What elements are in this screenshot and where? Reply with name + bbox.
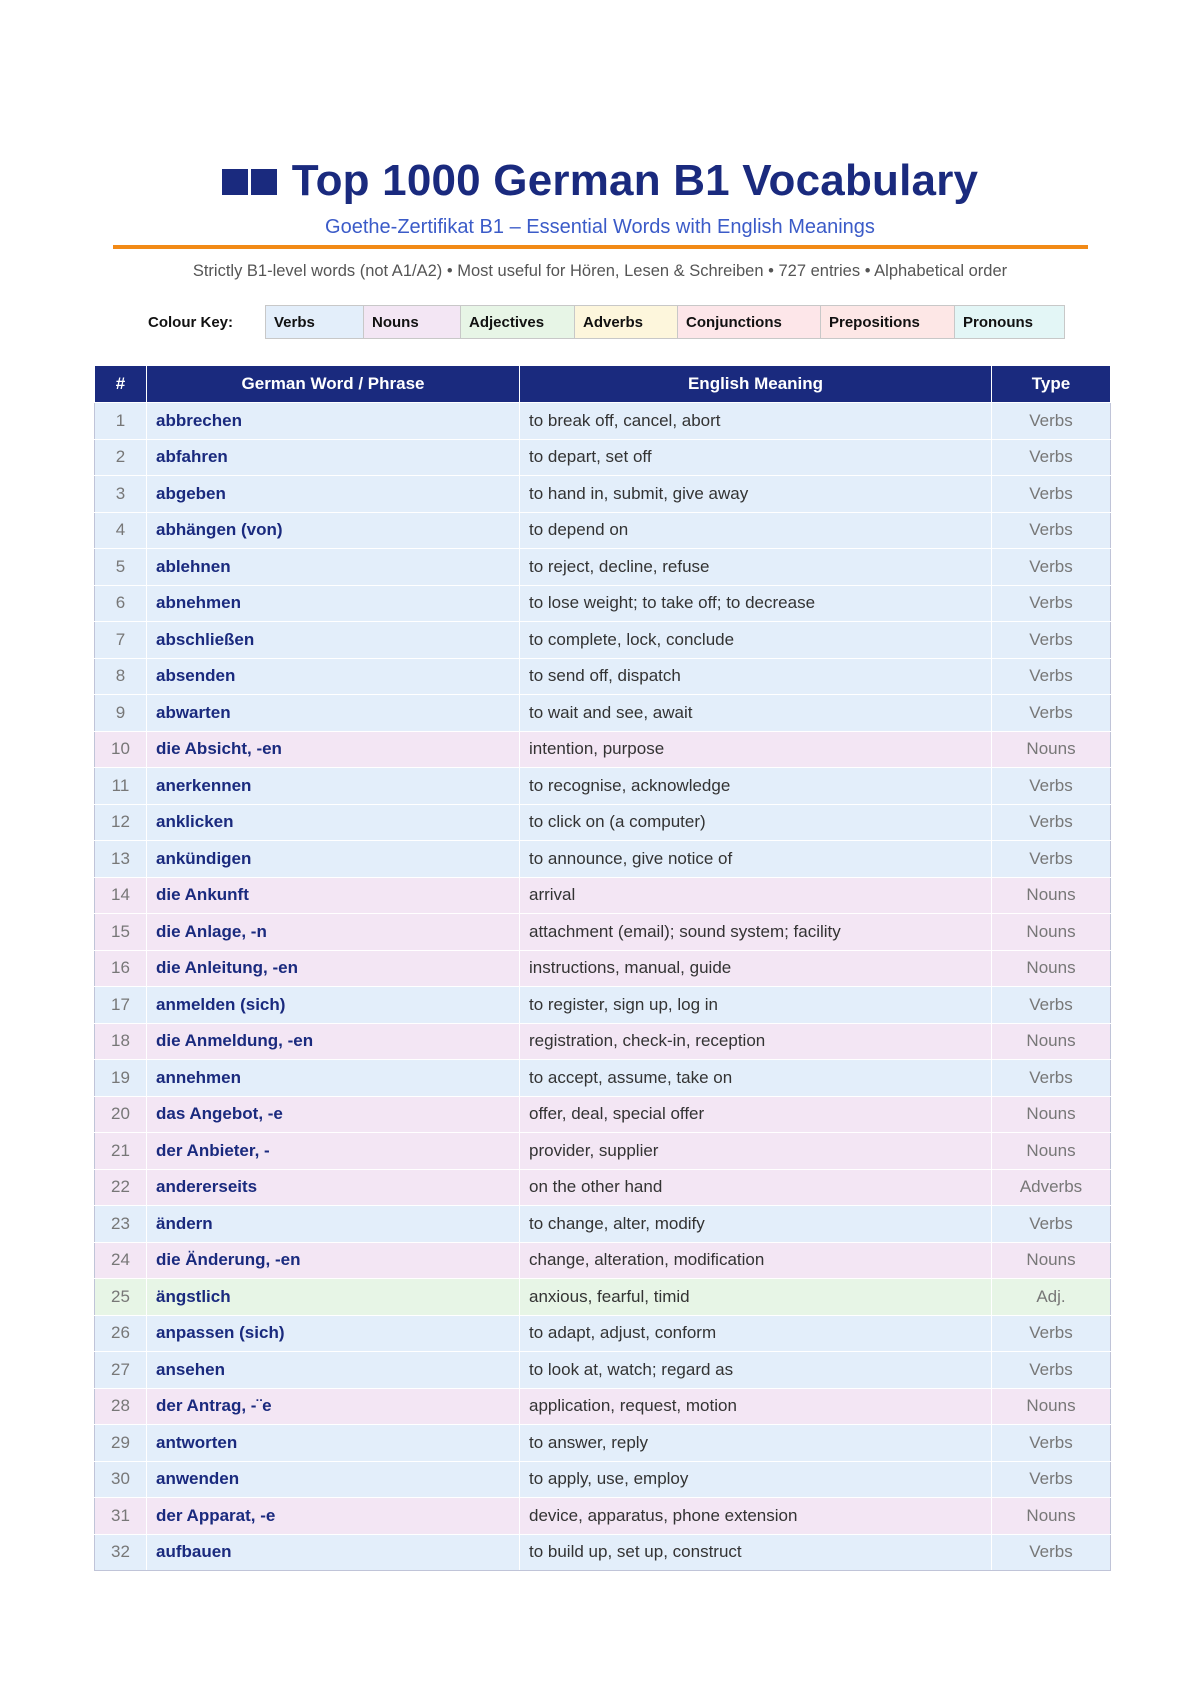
key-prepositions: Prepositions [820, 305, 955, 339]
english-meaning: to complete, lock, conclude [520, 622, 992, 659]
german-word: anerkennen [147, 768, 520, 805]
row-number: 26 [95, 1315, 147, 1352]
row-number: 10 [95, 731, 147, 768]
table-header-row [95, 366, 1111, 403]
table-row [95, 768, 1111, 805]
row-number: 4 [95, 512, 147, 549]
row-number: 32 [95, 1534, 147, 1571]
german-word: annehmen [147, 1060, 520, 1097]
table-row [95, 877, 1111, 914]
table-row [95, 512, 1111, 549]
row-number: 13 [95, 841, 147, 878]
header-german-word: German Word / Phrase [147, 366, 520, 403]
german-word: der Antrag, -¨e [147, 1388, 520, 1425]
table-row [95, 1388, 1111, 1425]
word-type: Nouns [992, 914, 1111, 951]
german-word: abbrechen [147, 403, 520, 440]
word-type: Nouns [992, 1498, 1111, 1535]
english-meaning: on the other hand [520, 1169, 992, 1206]
row-number: 17 [95, 987, 147, 1024]
word-type: Verbs [992, 804, 1111, 841]
english-meaning: attachment (email); sound system; facility [520, 914, 992, 951]
row-number: 23 [95, 1206, 147, 1243]
word-type: Verbs [992, 403, 1111, 440]
table-row [95, 1242, 1111, 1279]
word-type: Nouns [992, 1023, 1111, 1060]
english-meaning: application, request, motion [520, 1388, 992, 1425]
word-type: Nouns [992, 950, 1111, 987]
word-type: Nouns [992, 1388, 1111, 1425]
row-number: 7 [95, 622, 147, 659]
word-type: Verbs [992, 512, 1111, 549]
row-number: 19 [95, 1060, 147, 1097]
row-number: 31 [95, 1498, 147, 1535]
english-meaning: to depend on [520, 512, 992, 549]
word-type: Verbs [992, 1060, 1111, 1097]
english-meaning: device, apparatus, phone extension [520, 1498, 992, 1535]
word-type: Verbs [992, 622, 1111, 659]
english-meaning: to send off, dispatch [520, 658, 992, 695]
english-meaning: to apply, use, employ [520, 1461, 992, 1498]
row-number: 24 [95, 1242, 147, 1279]
table-row [95, 549, 1111, 586]
table-row [95, 439, 1111, 476]
word-type: Verbs [992, 1534, 1111, 1571]
english-meaning: to break off, cancel, abort [520, 403, 992, 440]
table-row [95, 914, 1111, 951]
row-number: 8 [95, 658, 147, 695]
german-word: abgeben [147, 476, 520, 513]
german-word: die Anleitung, -en [147, 950, 520, 987]
table-row [95, 841, 1111, 878]
german-word: der Apparat, -e [147, 1498, 520, 1535]
word-type: Verbs [992, 1352, 1111, 1389]
word-type: Nouns [992, 1133, 1111, 1170]
row-number: 2 [95, 439, 147, 476]
page-title [0, 156, 1200, 206]
table-row [95, 1534, 1111, 1571]
row-number: 27 [95, 1352, 147, 1389]
word-type: Nouns [992, 877, 1111, 914]
table-row [95, 804, 1111, 841]
flag-icon [222, 156, 280, 206]
german-word: die Anmeldung, -en [147, 1023, 520, 1060]
word-type: Verbs [992, 585, 1111, 622]
german-word: ankündigen [147, 841, 520, 878]
row-number: 12 [95, 804, 147, 841]
row-number: 30 [95, 1461, 147, 1498]
english-meaning: instructions, manual, guide [520, 950, 992, 987]
english-meaning: arrival [520, 877, 992, 914]
german-word: abhängen (von) [147, 512, 520, 549]
word-type: Adj. [992, 1279, 1111, 1316]
table-row [95, 403, 1111, 440]
table-row [95, 1133, 1111, 1170]
header-english-meaning: English Meaning [520, 366, 992, 403]
german-word: ablehnen [147, 549, 520, 586]
word-type: Verbs [992, 1315, 1111, 1352]
german-word: die Ankunft [147, 877, 520, 914]
english-meaning: to adapt, adjust, conform [520, 1315, 992, 1352]
table-row [95, 695, 1111, 732]
table-row [95, 1425, 1111, 1462]
table-row [95, 1023, 1111, 1060]
word-type: Verbs [992, 1461, 1111, 1498]
vocabulary-table [94, 365, 1111, 1571]
german-word: der Anbieter, - [147, 1133, 520, 1170]
row-number: 3 [95, 476, 147, 513]
header-number: # [95, 366, 147, 403]
page-subtitle: Goethe-Zertifikat B1 – Essential Words with English Meanings [325, 216, 875, 238]
english-meaning: to announce, give notice of [520, 841, 992, 878]
row-number: 15 [95, 914, 147, 951]
english-meaning: to lose weight; to take off; to decrease [520, 585, 992, 622]
table-row [95, 731, 1111, 768]
table-row [95, 1315, 1111, 1352]
table-row [95, 1461, 1111, 1498]
key-adverbs: Adverbs [574, 305, 678, 339]
row-number: 28 [95, 1388, 147, 1425]
german-word: antworten [147, 1425, 520, 1462]
german-word: abwarten [147, 695, 520, 732]
row-number: 18 [95, 1023, 147, 1060]
table-row [95, 1096, 1111, 1133]
table-row [95, 1169, 1111, 1206]
table-row [95, 1060, 1111, 1097]
english-meaning: offer, deal, special offer [520, 1096, 992, 1133]
row-number: 20 [95, 1096, 147, 1133]
english-meaning: to depart, set off [520, 439, 992, 476]
word-type: Verbs [992, 768, 1111, 805]
english-meaning: intention, purpose [520, 731, 992, 768]
table-row [95, 950, 1111, 987]
row-number: 14 [95, 877, 147, 914]
english-meaning: to hand in, submit, give away [520, 476, 992, 513]
word-type: Verbs [992, 987, 1111, 1024]
table-row [95, 622, 1111, 659]
table-row [95, 987, 1111, 1024]
german-word: die Änderung, -en [147, 1242, 520, 1279]
table-row [95, 585, 1111, 622]
key-conjunctions: Conjunctions [677, 305, 821, 339]
german-word: abnehmen [147, 585, 520, 622]
table-row [95, 476, 1111, 513]
english-meaning: to look at, watch; regard as [520, 1352, 992, 1389]
english-meaning: to reject, decline, refuse [520, 549, 992, 586]
english-meaning: to click on (a computer) [520, 804, 992, 841]
german-word: die Absicht, -en [147, 731, 520, 768]
english-meaning: change, alteration, modification [520, 1242, 992, 1279]
german-word: die Anlage, -n [147, 914, 520, 951]
german-word: aufbauen [147, 1534, 520, 1571]
row-number: 16 [95, 950, 147, 987]
row-number: 25 [95, 1279, 147, 1316]
meta-info: Strictly B1-level words (not A1/A2) • Most useful for Hören, Lesen & Schreiben • 727 entries • Alphabetical order [192, 262, 1008, 280]
key-verbs: Verbs [265, 305, 364, 339]
german-word: andererseits [147, 1169, 520, 1206]
word-type: Verbs [992, 658, 1111, 695]
english-meaning: registration, check-in, reception [520, 1023, 992, 1060]
table-row [95, 1279, 1111, 1316]
german-word: abschließen [147, 622, 520, 659]
word-type: Verbs [992, 476, 1111, 513]
row-number: 6 [95, 585, 147, 622]
english-meaning: to recognise, acknowledge [520, 768, 992, 805]
word-type: Verbs [992, 439, 1111, 476]
word-type: Nouns [992, 1242, 1111, 1279]
english-meaning: to change, alter, modify [520, 1206, 992, 1243]
english-meaning: to answer, reply [520, 1425, 992, 1462]
english-meaning: provider, supplier [520, 1133, 992, 1170]
table-row [95, 1352, 1111, 1389]
key-pronouns: Pronouns [954, 305, 1065, 339]
german-word: ansehen [147, 1352, 520, 1389]
row-number: 5 [95, 549, 147, 586]
english-meaning: to wait and see, await [520, 695, 992, 732]
german-word: anwenden [147, 1461, 520, 1498]
page-title-text: Top 1000 German B1 Vocabulary [291, 156, 979, 205]
word-type: Verbs [992, 549, 1111, 586]
english-meaning: to register, sign up, log in [520, 987, 992, 1024]
row-number: 9 [95, 695, 147, 732]
english-meaning: anxious, fearful, timid [520, 1279, 992, 1316]
german-word: anpassen (sich) [147, 1315, 520, 1352]
row-number: 21 [95, 1133, 147, 1170]
row-number: 1 [95, 403, 147, 440]
word-type: Nouns [992, 731, 1111, 768]
row-number: 11 [95, 768, 147, 805]
key-adjectives: Adjectives [460, 305, 575, 339]
word-type: Nouns [992, 1096, 1111, 1133]
title-divider [113, 245, 1088, 249]
row-number: 22 [95, 1169, 147, 1206]
german-word: das Angebot, -e [147, 1096, 520, 1133]
key-nouns: Nouns [363, 305, 461, 339]
german-word: ängstlich [147, 1279, 520, 1316]
table-row [95, 1498, 1111, 1535]
german-word: anklicken [147, 804, 520, 841]
word-type: Verbs [992, 695, 1111, 732]
table-body [95, 403, 1111, 1571]
table-row [95, 1206, 1111, 1243]
word-type: Verbs [992, 1206, 1111, 1243]
german-word: abfahren [147, 439, 520, 476]
header-type: Type [992, 366, 1111, 403]
english-meaning: to accept, assume, take on [520, 1060, 992, 1097]
word-type: Verbs [992, 841, 1111, 878]
german-word: ändern [147, 1206, 520, 1243]
word-type: Adverbs [992, 1169, 1111, 1206]
colour-key [148, 304, 1065, 340]
row-number: 29 [95, 1425, 147, 1462]
table-row [95, 658, 1111, 695]
german-word: anmelden (sich) [147, 987, 520, 1024]
english-meaning: to build up, set up, construct [520, 1534, 992, 1571]
colour-key-label: Colour Key: [148, 313, 234, 331]
german-word: absenden [147, 658, 520, 695]
word-type: Verbs [992, 1425, 1111, 1462]
